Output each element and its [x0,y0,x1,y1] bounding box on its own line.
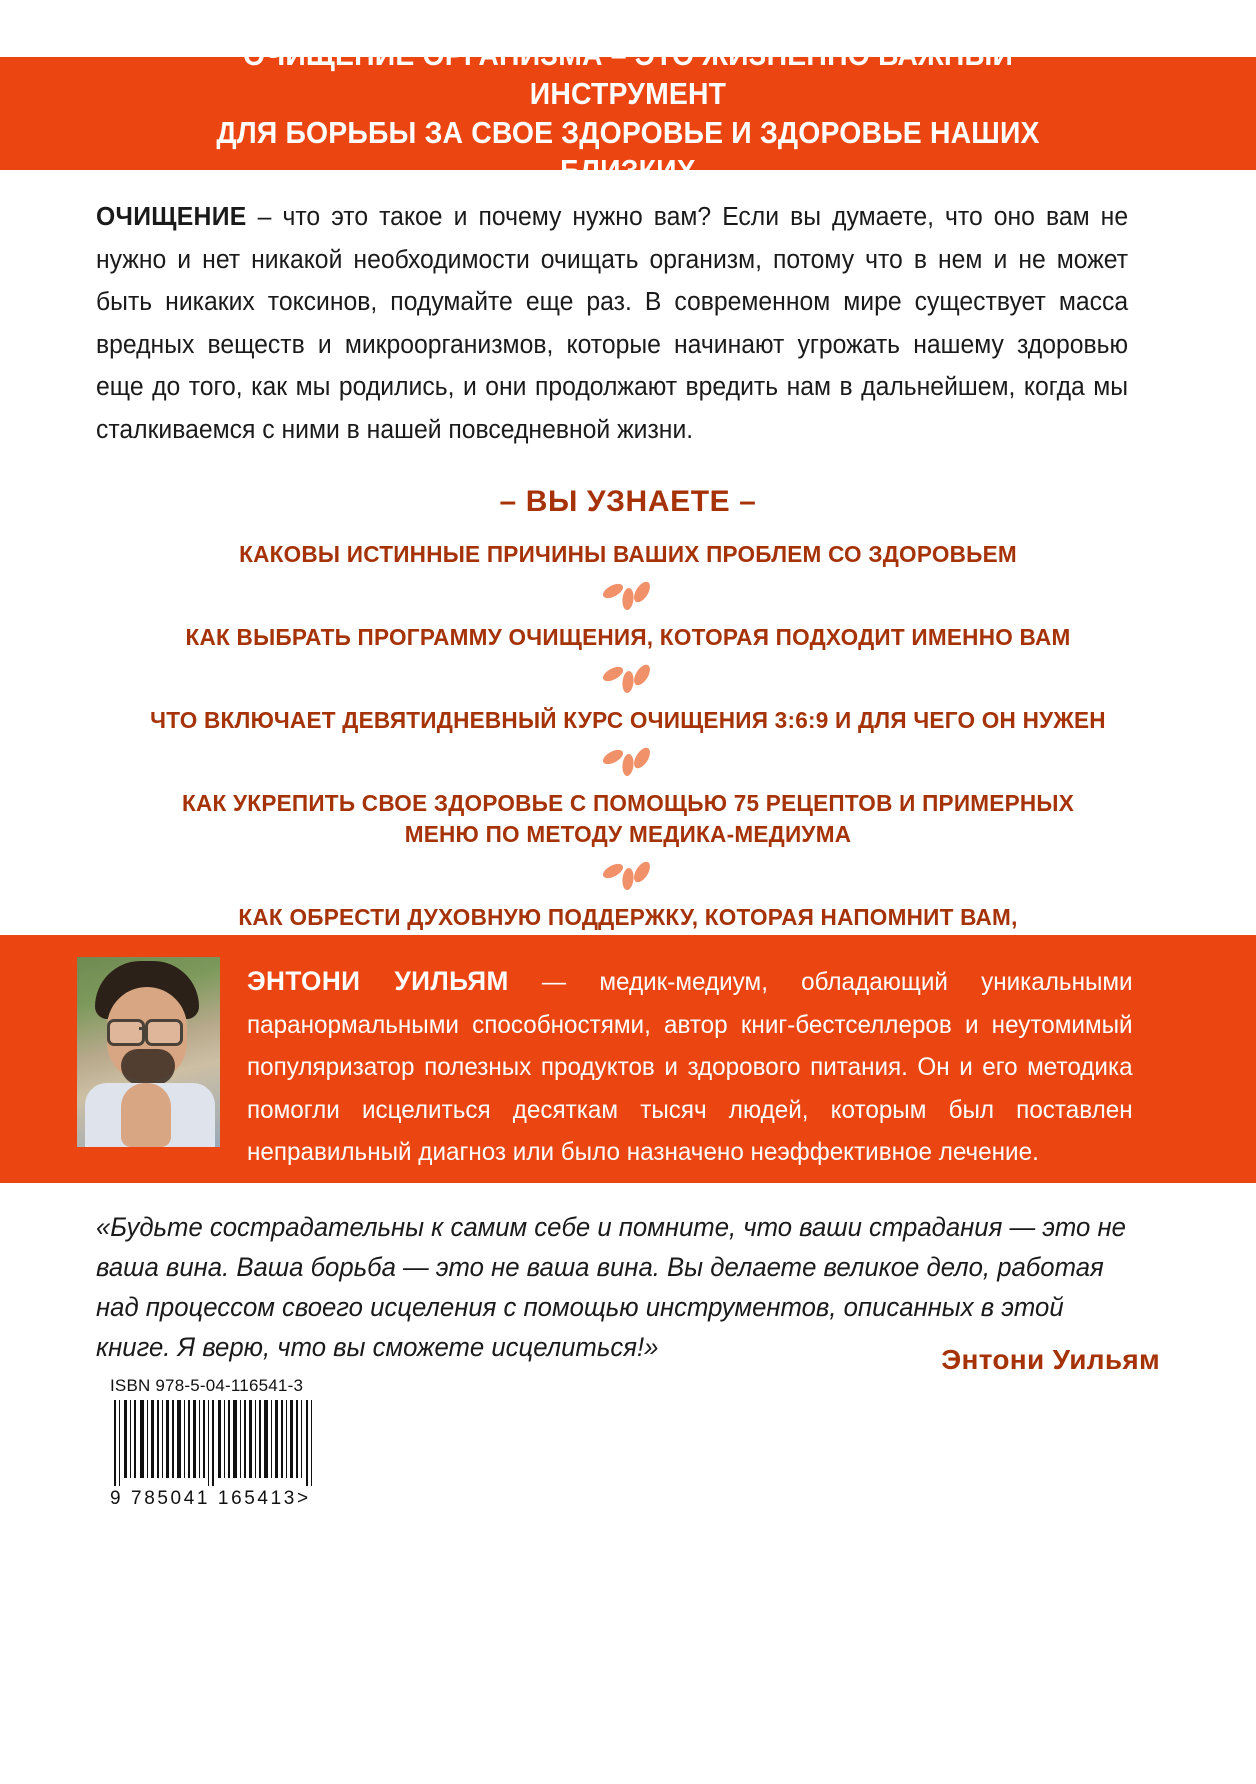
hand-shape [121,1083,171,1147]
quote-attribution: Энтони Уильям [941,1344,1160,1375]
top-banner-line-2: ДЛЯ БОРЬБЫ ЗА СВОЕ ЗДОРОВЬЕ И ЗДОРОВЬЕ НАШИХ БЛИЗКИХ [216,115,1040,189]
list-item [25,696,1231,745]
beard-shape [121,1049,175,1085]
glasses-right-lens-icon [145,1019,183,1046]
intro-lead-word: ОЧИЩЕНИЕ [96,203,247,231]
isbn-label: ISBN 978-5-04-116541-3 [110,1376,304,1395]
learn-section-heading: – ВЫ УЗНАЕТЕ – [499,485,757,518]
quote-text: «Будьте сострадательны к самим себе и помните, что ваши страдания — это не ваша вина. Ваша борьба — это не ваша вина. Вы делаете великое дело, работая над процессом своего исцеления с помощью инструментов, описанных в этой книге. Я верю, что вы сможете исцелиться!» [96,1212,1126,1362]
list-item-line: КАК ВЫБРАТЬ ПРОГРАММУ ОЧИЩЕНИЯ, КОТОРАЯ ПОДХОДИТ ИМЕННО ВАМ [185,624,1071,650]
leaf-ornament-icon [0,662,1256,696]
isbn-block [110,1376,340,1510]
intro-body-text: – что это такое и почему нужно вам? Если вы думаете, что оно вам не нужно и нет никакой необходимости очищать организм, потому что в нем и не может быть никаких токсинов, подумайте еще раз. В современном мире существует масса вредных веществ и микроорганизмов, которые начинают угрожать нашему здоровью еще до того, как мы родились, и они продолжают вредить нам в дальнейшем, когда мы сталкиваемся с ними в нашей повседневной жизни. [96,203,1129,444]
top-banner-text [158,36,1097,191]
top-banner-line-1: ОЧИЩЕНИЕ ОРГАНИЗМА – ЭТО ЖИЗНЕННО ВАЖНЫЙ ИНСТРУМЕНТ [242,38,1014,111]
list-item [25,779,1231,859]
author-bio [247,960,1133,1174]
glasses-bridge-icon [139,1027,147,1030]
barcode-digits [110,1488,340,1510]
learn-list [0,530,1256,973]
author-photo [77,957,220,1147]
intro-paragraph [96,196,1128,451]
author-bio-text: — медик-медиум, обладающий уникальными паранормальными способностями, автор книг-бестселлеров и неутомимый популяризатор полезных продуктов и здорового питания. Он и его методика помогли исцелиться десяткам тысяч людей, которым был поставлен неправильный диагноз или было назначено неэффективное лечение. [247,968,1133,1166]
author-name: ЭНТОНИ УИЛЬЯМ [247,966,509,996]
list-item-line: ЧТО ВКЛЮЧАЕТ ДЕВЯТИДНЕВНЫЙ КУРС ОЧИЩЕНИЯ 3:6:9 И ДЛЯ ЧЕГО ОН НУЖЕН [150,707,1106,733]
leaf-ornament-icon [0,579,1256,613]
list-item-line: КАКОВЫ ИСТИННЫЕ ПРИЧИНЫ ВАШИХ ПРОБЛЕМ СО ЗДОРОВЬЕМ [239,541,1017,567]
list-item-line: КАК УКРЕПИТЬ СВОЕ ЗДОРОВЬЕ С ПОМОЩЬЮ 75 РЕЦЕПТОВ И ПРИМЕРНЫХ [181,790,1075,816]
glasses-left-lens-icon [107,1019,145,1046]
leaf-ornament-icon [0,745,1256,779]
list-item [25,613,1231,662]
barcode-trailing: > [296,1488,311,1509]
top-banner [0,38,1256,189]
barcode-image [110,1400,332,1486]
list-item [25,530,1231,579]
list-item-line: МЕНЮ ПО МЕТОДУ МЕДИКА-МЕДИУМА [404,821,852,847]
leaf-ornament-icon [0,859,1256,893]
barcode-number: 9 785041 165413 [110,1488,297,1509]
list-item-line: КАК ОБРЕСТИ ДУХОВНУЮ ПОДДЕРЖКУ, КОТОРАЯ НАПОМНИТ ВАМ, [238,904,1018,930]
